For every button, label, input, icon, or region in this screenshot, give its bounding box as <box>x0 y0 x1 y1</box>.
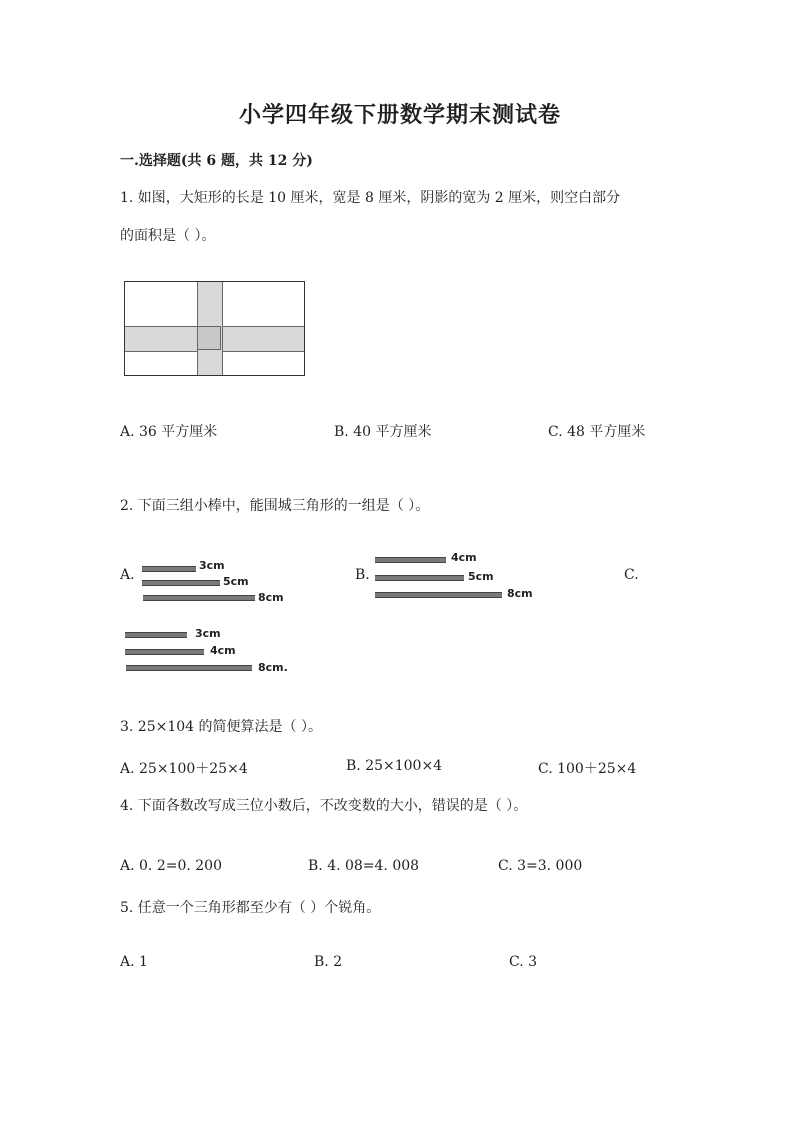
question-1-option-a[interactable]: A. 36 平方厘米 <box>120 424 218 440</box>
stick-a-1-label: 3cm <box>199 559 225 572</box>
question-1-option-c[interactable]: C. 48 平方厘米 <box>548 424 646 440</box>
stick-c-3-label: 8cm. <box>258 661 288 674</box>
stick-b-2 <box>375 575 464 581</box>
page-title: 小学四年级下册数学期末测试卷 <box>238 102 561 128</box>
question-2-option-b[interactable]: B. <box>355 567 370 583</box>
question-5-option-b[interactable]: B. 2 <box>314 954 343 970</box>
stick-c-2-label: 4cm <box>210 644 236 657</box>
stick-c-1-label: 3cm <box>195 627 221 640</box>
stick-a-3-label: 8cm <box>258 591 284 604</box>
question-1-option-b[interactable]: B. 40 平方厘米 <box>334 424 432 440</box>
question-3-option-b[interactable]: B. 25×100×4 <box>346 758 443 774</box>
question-5-text: 5. 任意一个三角形都至少有（ ）个锐角。 <box>120 900 381 916</box>
question-4-option-c[interactable]: C. 3=3. 000 <box>498 858 583 874</box>
section-heading: 一.选择题(共 6 题，共 12 分) <box>120 153 313 169</box>
stick-c-2 <box>125 649 204 655</box>
question-4-text: 4. 下面各数改写成三位小数后，不改变数的大小，错误的是（ ）。 <box>120 798 528 814</box>
question-5-option-c[interactable]: C. 3 <box>509 954 538 970</box>
stick-b-2-label: 5cm <box>468 570 494 583</box>
question-4-option-b[interactable]: B. 4. 08=4. 008 <box>308 858 420 874</box>
question-1-line-1: 1. 如图，大矩形的长是 10 厘米，宽是 8 厘米，阴影的宽为 2 厘米，则空白部分 <box>120 190 621 206</box>
stick-a-1 <box>142 566 196 572</box>
question-1-line-2: 的面积是（ ）。 <box>120 228 216 244</box>
stick-b-3-label: 8cm <box>507 587 533 600</box>
stick-b-1 <box>375 557 446 563</box>
question-3-option-a[interactable]: A. 25×100＋25×4 <box>120 761 248 777</box>
question-2-option-c[interactable]: C. <box>624 567 639 583</box>
shaded-intersection <box>197 326 221 350</box>
question-2-option-a[interactable]: A. <box>120 567 135 583</box>
stick-a-3 <box>143 595 255 601</box>
stick-b-1-label: 4cm <box>451 551 477 564</box>
question-3-option-c[interactable]: C. 100＋25×4 <box>538 761 637 777</box>
question-2-text: 2. 下面三组小棒中，能围城三角形的一组是（ ）。 <box>120 498 430 514</box>
question-5-option-a[interactable]: A. 1 <box>120 954 148 970</box>
question-4-option-a[interactable]: A. 0. 2=0. 200 <box>120 858 222 874</box>
stick-c-1 <box>125 632 187 638</box>
stick-b-3 <box>375 592 502 598</box>
question-3-text: 3. 25×104 的简便算法是（ ）。 <box>120 719 322 735</box>
stick-a-2-label: 5cm <box>223 575 249 588</box>
stick-c-3 <box>126 665 252 671</box>
stick-a-2 <box>142 580 220 586</box>
rectangle-figure <box>124 281 305 376</box>
